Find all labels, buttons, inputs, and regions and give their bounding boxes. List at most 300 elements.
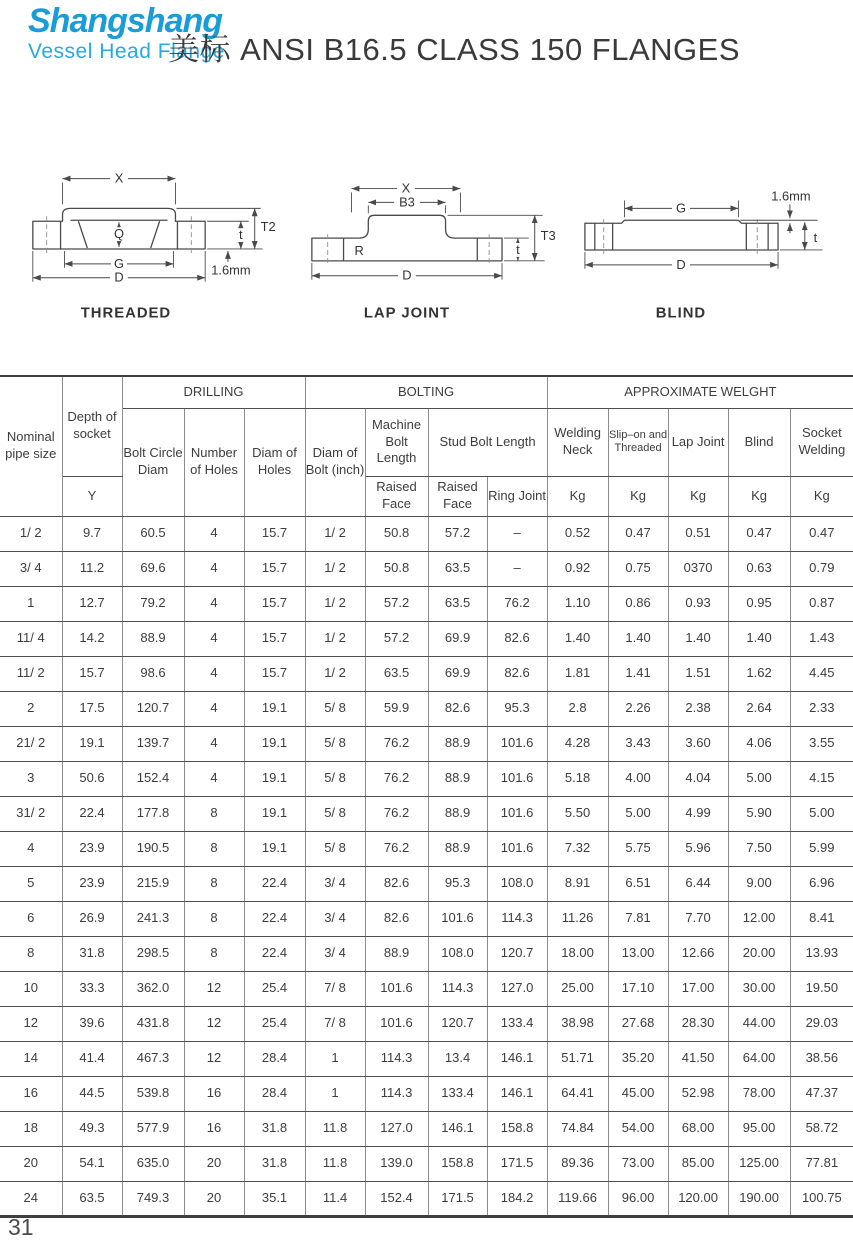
table-cell: 2.33 xyxy=(790,691,853,726)
table-cell: 50.8 xyxy=(365,551,428,586)
table-cell: 12 xyxy=(184,1041,244,1076)
header-diam-of-holes: Diam of Holes xyxy=(244,408,305,516)
drawing-lap-joint xyxy=(297,158,574,336)
group-bolting: BOLTING xyxy=(305,376,547,408)
table-cell: 64.00 xyxy=(728,1041,790,1076)
table-cell: – xyxy=(487,551,547,586)
table-cell: 4 xyxy=(184,516,244,551)
table-cell: 7/ 8 xyxy=(305,971,365,1006)
table-cell: 68.00 xyxy=(668,1111,728,1146)
table-cell: 4.15 xyxy=(790,761,853,796)
dim-label-r: R xyxy=(354,242,365,258)
table-cell: 16 xyxy=(0,1076,62,1111)
blind-dimensions xyxy=(585,188,823,271)
table-cell: 85.00 xyxy=(668,1146,728,1181)
dim-label-t: t xyxy=(516,241,520,257)
table-cell: 5.75 xyxy=(608,831,668,866)
table-cell: 15.7 xyxy=(244,551,305,586)
table-cell: 23.9 xyxy=(62,831,122,866)
table-cell: 18.00 xyxy=(547,936,608,971)
table-cell: 19.1 xyxy=(244,691,305,726)
table-cell: 11.8 xyxy=(305,1146,365,1181)
table-cell: 2 xyxy=(0,691,62,726)
table-cell: 108.0 xyxy=(487,866,547,901)
drawing-blind xyxy=(575,158,845,336)
table-cell: 82.6 xyxy=(487,656,547,691)
table-cell: 1/ 2 xyxy=(305,551,365,586)
table-cell: 8.41 xyxy=(790,901,853,936)
dim-label-d: D xyxy=(675,256,686,272)
table-cell: 28.4 xyxy=(244,1076,305,1111)
table-row xyxy=(0,866,853,901)
table-cell: 18 xyxy=(0,1111,62,1146)
dim-label-x: X xyxy=(114,170,124,186)
table-cell: 63.5 xyxy=(428,586,487,621)
table-cell: 3/ 4 xyxy=(305,866,365,901)
table-cell: 7.81 xyxy=(608,901,668,936)
table-cell: 38.98 xyxy=(547,1006,608,1041)
table-cell: 10 xyxy=(0,971,62,1006)
table-cell: 1 xyxy=(305,1076,365,1111)
table-cell: 0.47 xyxy=(608,516,668,551)
table-cell: 1.10 xyxy=(547,586,608,621)
header-socket-welding: Socket Welding xyxy=(790,408,853,476)
table-cell: 8.91 xyxy=(547,866,608,901)
table-cell: 47.37 xyxy=(790,1076,853,1111)
table-cell: 5/ 8 xyxy=(305,831,365,866)
table-cell: 5.96 xyxy=(668,831,728,866)
threaded-caption: THREADED xyxy=(80,305,172,322)
table-cell: 6 xyxy=(0,901,62,936)
table-cell: 635.0 xyxy=(122,1146,184,1181)
header-stud-raised-face: Raised Face xyxy=(428,476,487,516)
table-cell: 12.7 xyxy=(62,586,122,621)
table-cell: 26.9 xyxy=(62,901,122,936)
table-cell: 152.4 xyxy=(122,761,184,796)
table-cell: 177.8 xyxy=(122,796,184,831)
brand-name: Shangshang xyxy=(28,2,223,40)
table-cell: 13.00 xyxy=(608,936,668,971)
table-cell: 9.7 xyxy=(62,516,122,551)
table-cell: 21/ 2 xyxy=(0,726,62,761)
table-row xyxy=(0,551,853,586)
table-cell: 101.6 xyxy=(487,796,547,831)
table-cell: 101.6 xyxy=(428,901,487,936)
table-cell: 96.00 xyxy=(608,1181,668,1216)
table-cell: 4 xyxy=(184,761,244,796)
table-header xyxy=(0,376,853,516)
table-cell: 20 xyxy=(184,1181,244,1216)
table-cell: 6.51 xyxy=(608,866,668,901)
table-cell: 171.5 xyxy=(487,1146,547,1181)
table-cell: 146.1 xyxy=(428,1111,487,1146)
table-cell: 0.47 xyxy=(728,516,790,551)
table-cell: 125.00 xyxy=(728,1146,790,1181)
dim-label-rf: 1.6mm xyxy=(770,188,811,204)
table-cell: 127.0 xyxy=(487,971,547,1006)
table-cell: 50.6 xyxy=(62,761,122,796)
table-cell: 22.4 xyxy=(62,796,122,831)
table-cell: 88.9 xyxy=(365,936,428,971)
table-row xyxy=(0,1111,853,1146)
table-cell: 4 xyxy=(184,656,244,691)
table-cell: 0.79 xyxy=(790,551,853,586)
table-cell: 101.6 xyxy=(365,1006,428,1041)
table-cell: 0.87 xyxy=(790,586,853,621)
table-row xyxy=(0,971,853,1006)
table-cell: 38.56 xyxy=(790,1041,853,1076)
table-cell: 54.1 xyxy=(62,1146,122,1181)
table-cell: 31/ 2 xyxy=(0,796,62,831)
table-cell: 29.03 xyxy=(790,1006,853,1041)
table-cell: 12 xyxy=(184,1006,244,1041)
drawings-row xyxy=(0,158,853,336)
table-cell: 6.44 xyxy=(668,866,728,901)
table-cell: 152.4 xyxy=(365,1181,428,1216)
table-cell: 69.9 xyxy=(428,621,487,656)
dim-label-t2: T2 xyxy=(260,219,276,235)
table-cell: 82.6 xyxy=(487,621,547,656)
table-cell: 57.2 xyxy=(428,516,487,551)
header-blind: Blind xyxy=(728,408,790,476)
table-cell: 0.86 xyxy=(608,586,668,621)
table-cell: 12.66 xyxy=(668,936,728,971)
table-cell: 1.41 xyxy=(608,656,668,691)
header-number-of-holes: Number of Holes xyxy=(184,408,244,516)
table-cell: 31.8 xyxy=(244,1111,305,1146)
table-cell: 3 xyxy=(0,761,62,796)
table-cell: 1 xyxy=(0,586,62,621)
table-cell: 3.43 xyxy=(608,726,668,761)
table-cell: 76.2 xyxy=(365,761,428,796)
table-cell: 120.00 xyxy=(668,1181,728,1216)
header-slip-on-threaded: Slip–on and Threaded xyxy=(608,408,668,476)
table-cell: 39.6 xyxy=(62,1006,122,1041)
lap-joint-caption: LAP JOINT xyxy=(364,305,451,322)
table-cell: 4.45 xyxy=(790,656,853,691)
table-cell: 19.50 xyxy=(790,971,853,1006)
header-machine-raised-face: Raised Face xyxy=(365,476,428,516)
table-cell: 13.93 xyxy=(790,936,853,971)
table-cell: 2.8 xyxy=(547,691,608,726)
group-approximate-weight: APPROXIMATE WELGHT xyxy=(547,376,853,408)
table-cell: 139.7 xyxy=(122,726,184,761)
table-cell: 0.75 xyxy=(608,551,668,586)
table-cell: 58.72 xyxy=(790,1111,853,1146)
table-cell: 0.52 xyxy=(547,516,608,551)
table-cell: 2.26 xyxy=(608,691,668,726)
lap-joint-outline xyxy=(312,215,502,261)
table-cell: 6.96 xyxy=(790,866,853,901)
table-cell: 27.68 xyxy=(608,1006,668,1041)
dim-label-t3: T3 xyxy=(540,228,556,244)
page-number: 31 xyxy=(8,1214,34,1240)
table-cell: 19.1 xyxy=(244,761,305,796)
table-cell: 11.2 xyxy=(62,551,122,586)
header-kg-lap-joint: Kg xyxy=(668,476,728,516)
header-ring-joint: Ring Joint xyxy=(487,476,547,516)
table-cell: 22.4 xyxy=(244,936,305,971)
table-cell: 17.5 xyxy=(62,691,122,726)
table-cell: 82.6 xyxy=(365,901,428,936)
table-cell: 1.62 xyxy=(728,656,790,691)
table-cell: 4 xyxy=(0,831,62,866)
table-cell: 14.2 xyxy=(62,621,122,656)
table-cell: 139.0 xyxy=(365,1146,428,1181)
table-cell: 20 xyxy=(0,1146,62,1181)
table-cell: 19.1 xyxy=(62,726,122,761)
table-cell: 24 xyxy=(0,1181,62,1216)
table-cell: 77.81 xyxy=(790,1146,853,1181)
table-cell: 190.5 xyxy=(122,831,184,866)
table-cell: 1/ 2 xyxy=(0,516,62,551)
table-cell: 63.5 xyxy=(365,656,428,691)
table-cell: 146.1 xyxy=(487,1076,547,1111)
blind-centerlines xyxy=(603,219,757,254)
page-title: 美标 ANSI B16.5 CLASS 150 FLANGES xyxy=(168,32,741,67)
table-cell: 0.63 xyxy=(728,551,790,586)
header-nominal-pipe-size: Nominal pipe size xyxy=(0,376,62,516)
table-cell: 101.6 xyxy=(487,831,547,866)
table-cell: 88.9 xyxy=(428,761,487,796)
table-cell: 57.2 xyxy=(365,586,428,621)
table-cell: 95.00 xyxy=(728,1111,790,1146)
table-cell: 1/ 2 xyxy=(305,586,365,621)
table-cell: 3/ 4 xyxy=(305,901,365,936)
table-cell: 1/ 2 xyxy=(305,656,365,691)
table-cell: 89.36 xyxy=(547,1146,608,1181)
table-cell: 114.3 xyxy=(365,1041,428,1076)
table-cell: 41.50 xyxy=(668,1041,728,1076)
table-cell: 15.7 xyxy=(244,656,305,691)
table-cell: 5.18 xyxy=(547,761,608,796)
blind-outline xyxy=(585,220,778,250)
table-cell: 78.00 xyxy=(728,1076,790,1111)
table-row xyxy=(0,901,853,936)
dim-label-t: t xyxy=(239,227,243,243)
blind-caption: BLIND xyxy=(655,305,706,322)
table-cell: 101.6 xyxy=(487,726,547,761)
header-y: Y xyxy=(62,476,122,516)
table-cell: 25.4 xyxy=(244,1006,305,1041)
dim-label-t: t xyxy=(813,230,817,246)
table-cell: 95.3 xyxy=(428,866,487,901)
spec-table-wrap xyxy=(0,375,853,1218)
table-cell: 5.90 xyxy=(728,796,790,831)
table-cell: 23.9 xyxy=(62,866,122,901)
table-cell: 0.47 xyxy=(790,516,853,551)
table-cell: 35.1 xyxy=(244,1181,305,1216)
table-cell: 120.7 xyxy=(122,691,184,726)
table-cell: 8 xyxy=(184,796,244,831)
table-cell: 190.00 xyxy=(728,1181,790,1216)
header-depth-of-socket: Depth of socket xyxy=(62,376,122,476)
table-cell: 171.5 xyxy=(428,1181,487,1216)
table-cell: 13.4 xyxy=(428,1041,487,1076)
table-cell: 15.7 xyxy=(244,516,305,551)
table-row xyxy=(0,936,853,971)
drawing-threaded xyxy=(15,158,297,336)
header-kg-blind: Kg xyxy=(728,476,790,516)
table-cell: 79.2 xyxy=(122,586,184,621)
table-cell: 3/ 4 xyxy=(0,551,62,586)
table-cell: 31.8 xyxy=(244,1146,305,1181)
table-cell: 5.00 xyxy=(790,796,853,831)
table-cell: 158.8 xyxy=(487,1111,547,1146)
table-cell: 749.3 xyxy=(122,1181,184,1216)
table-row xyxy=(0,796,853,831)
table-cell: 16 xyxy=(184,1076,244,1111)
table-cell: 76.2 xyxy=(365,831,428,866)
table-cell: 3.55 xyxy=(790,726,853,761)
table-cell: 101.6 xyxy=(487,761,547,796)
table-cell: 4 xyxy=(184,691,244,726)
table-row xyxy=(0,516,853,551)
header-welding-neck: Welding Neck xyxy=(547,408,608,476)
header-diam-of-bolt: Diam of Bolt (inch) xyxy=(305,408,365,516)
table-cell: 45.00 xyxy=(608,1076,668,1111)
table-cell: 5/ 8 xyxy=(305,796,365,831)
table-cell: 1.40 xyxy=(608,621,668,656)
table-cell: 15.7 xyxy=(244,621,305,656)
table-cell: 74.84 xyxy=(547,1111,608,1146)
table-row xyxy=(0,1181,853,1216)
table-cell: 22.4 xyxy=(244,866,305,901)
table-cell: 76.2 xyxy=(365,796,428,831)
table-cell: 30.00 xyxy=(728,971,790,1006)
table-cell: 44.00 xyxy=(728,1006,790,1041)
table-cell: – xyxy=(487,516,547,551)
table-cell: 76.2 xyxy=(487,586,547,621)
table-cell: 158.8 xyxy=(428,1146,487,1181)
table-cell: 11.8 xyxy=(305,1111,365,1146)
table-cell: 41.4 xyxy=(62,1041,122,1076)
table-cell: 5.00 xyxy=(608,796,668,831)
table-cell: 63.5 xyxy=(428,551,487,586)
table-cell: 19.1 xyxy=(244,831,305,866)
table-cell: 4.00 xyxy=(608,761,668,796)
table-cell: 88.9 xyxy=(428,831,487,866)
table-cell: 11/ 4 xyxy=(0,621,62,656)
table-cell: 108.0 xyxy=(428,936,487,971)
dim-label-g: G xyxy=(675,200,686,216)
table-cell: 1.40 xyxy=(668,621,728,656)
table-cell: 1.81 xyxy=(547,656,608,691)
table-cell: 49.3 xyxy=(62,1111,122,1146)
table-cell: 146.1 xyxy=(487,1041,547,1076)
table-cell: 51.71 xyxy=(547,1041,608,1076)
dim-label-rf: 1.6mm xyxy=(211,262,251,278)
table-cell: 22.4 xyxy=(244,901,305,936)
table-cell: 95.3 xyxy=(487,691,547,726)
table-cell: 88.9 xyxy=(428,796,487,831)
dim-label-b3: B3 xyxy=(399,194,416,210)
table-cell: 5/ 8 xyxy=(305,761,365,796)
table-cell: 14 xyxy=(0,1041,62,1076)
table-cell: 7.70 xyxy=(668,901,728,936)
table-row xyxy=(0,1146,853,1181)
table-cell: 114.3 xyxy=(487,901,547,936)
table-cell: 28.4 xyxy=(244,1041,305,1076)
table-cell: 73.00 xyxy=(608,1146,668,1181)
table-row xyxy=(0,831,853,866)
table-row xyxy=(0,1006,853,1041)
table-cell: 8 xyxy=(184,936,244,971)
table-cell: 50.8 xyxy=(365,516,428,551)
table-cell: 133.4 xyxy=(487,1006,547,1041)
table-cell: 82.6 xyxy=(365,866,428,901)
table-cell: 8 xyxy=(184,866,244,901)
dim-label-q: Q xyxy=(113,226,125,242)
dim-label-d: D xyxy=(402,267,412,283)
spec-table xyxy=(0,375,853,1218)
table-cell: 44.5 xyxy=(62,1076,122,1111)
table-row xyxy=(0,761,853,796)
table-cell: 12 xyxy=(184,971,244,1006)
header-kg-socket-welding: Kg xyxy=(790,476,853,516)
table-cell: 119.66 xyxy=(547,1181,608,1216)
table-cell: 8 xyxy=(0,936,62,971)
table-cell: 19.1 xyxy=(244,726,305,761)
table-cell: 120.7 xyxy=(487,936,547,971)
header-machine-bolt-length: Machine Bolt Length xyxy=(365,408,428,476)
table-cell: 82.6 xyxy=(428,691,487,726)
table-cell: 3/ 4 xyxy=(305,936,365,971)
table-cell: 4.28 xyxy=(547,726,608,761)
header-lap-joint: Lap Joint xyxy=(668,408,728,476)
table-cell: 11/ 2 xyxy=(0,656,62,691)
table-cell: 2.64 xyxy=(728,691,790,726)
table-cell: 1/ 2 xyxy=(305,516,365,551)
table-cell: 35.20 xyxy=(608,1041,668,1076)
table-cell: 69.9 xyxy=(428,656,487,691)
table-cell: 0.92 xyxy=(547,551,608,586)
table-cell: 5/ 8 xyxy=(305,691,365,726)
table-cell: 8 xyxy=(184,831,244,866)
table-cell: 7.50 xyxy=(728,831,790,866)
table-cell: 0370 xyxy=(668,551,728,586)
table-cell: 184.2 xyxy=(487,1181,547,1216)
table-cell: 54.00 xyxy=(608,1111,668,1146)
table-body xyxy=(0,516,853,1216)
table-cell: 63.5 xyxy=(62,1181,122,1216)
table-cell: 15.7 xyxy=(244,586,305,621)
table-cell: 12.00 xyxy=(728,901,790,936)
table-cell: 31.8 xyxy=(62,936,122,971)
table-cell: 11.4 xyxy=(305,1181,365,1216)
table-cell: 114.3 xyxy=(365,1076,428,1111)
table-cell: 298.5 xyxy=(122,936,184,971)
table-cell: 4.06 xyxy=(728,726,790,761)
group-drilling: DRILLING xyxy=(122,376,305,408)
table-cell: 5.99 xyxy=(790,831,853,866)
table-cell: 98.6 xyxy=(122,656,184,691)
table-cell: 4 xyxy=(184,621,244,656)
dim-label-x: X xyxy=(401,180,411,196)
table-cell: 0.95 xyxy=(728,586,790,621)
table-cell: 64.41 xyxy=(547,1076,608,1111)
table-cell: 4 xyxy=(184,726,244,761)
table-cell: 12 xyxy=(0,1006,62,1041)
table-cell: 1.40 xyxy=(728,621,790,656)
table-cell: 25.00 xyxy=(547,971,608,1006)
table-cell: 88.9 xyxy=(428,726,487,761)
table-cell: 7/ 8 xyxy=(305,1006,365,1041)
table-cell: 1.43 xyxy=(790,621,853,656)
table-cell: 76.2 xyxy=(365,726,428,761)
table-cell: 25.4 xyxy=(244,971,305,1006)
table-cell: 539.8 xyxy=(122,1076,184,1111)
